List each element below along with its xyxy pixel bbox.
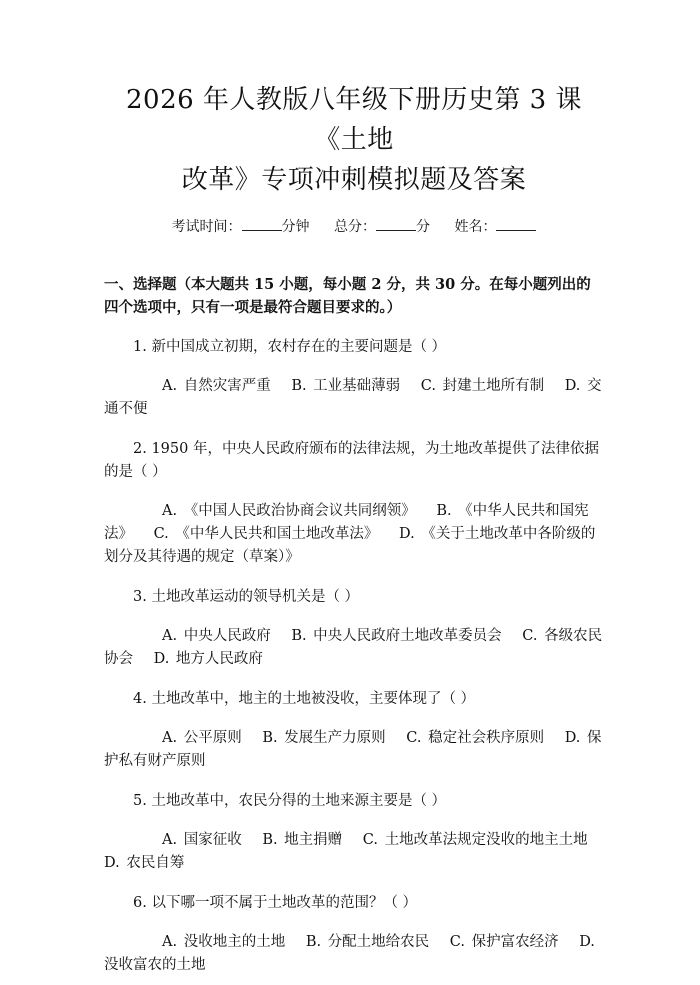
question-list [104, 336, 604, 977]
option-d: D. 地方人民政府 [153, 651, 263, 667]
option-b: B. 分配土地给农民 [305, 934, 430, 950]
option-a: A. 国家征收 [162, 832, 242, 848]
question-1 [104, 336, 604, 421]
option-a: A. 《中国人民政治协商会议共同纲领》 [162, 503, 416, 519]
option-d: D. 《关于土地改革中各阶级的划分及其待遇的规定（草案）》 [104, 526, 596, 565]
option-a: A. 中央人民政府 [162, 628, 271, 644]
exam-info-row [104, 216, 604, 238]
exam-time-field [172, 219, 314, 235]
option-b: B. 中央人民政府土地改革委员会 [291, 628, 502, 644]
option-d: D. 没收富农的土地 [104, 934, 595, 973]
option-c: C. 《中华人民共和国土地改革法》 [153, 526, 379, 542]
option-c: C. 封建土地所有制 [420, 378, 545, 394]
exam-time-label: 考试时间： [171, 219, 242, 235]
option-b: B. 《中华人民共和国宪法》 [104, 503, 589, 542]
option-b: B. 工业基础薄弱 [291, 378, 401, 394]
question-stem: 2. 1950 年，中央人民政府颁布的法律法规，为土地改革提供了法律依据的是（ ） [104, 441, 599, 480]
question-options [104, 727, 604, 773]
question-2 [104, 438, 604, 569]
question-stem: 4. 土地改革中，地主的土地被没收，主要体现了（ ） [133, 691, 476, 707]
question-stem: 3. 土地改革运动的领导机关是（ ） [133, 589, 360, 605]
question-stem: 1. 新中国成立初期，农村存在的主要问题是（ ） [133, 339, 447, 355]
question-3 [104, 586, 604, 671]
question-4 [104, 688, 604, 773]
page-title [104, 80, 604, 200]
option-c: C. 土地改革法规定没收的地主土地 [362, 832, 588, 848]
option-d: D. 保护私有财产原则 [104, 730, 602, 769]
question-stem: 5. 土地改革中，农民分得的土地来源主要是（ ） [133, 793, 447, 809]
total-score-label: 总分： [334, 219, 376, 235]
total-score-unit: 分 [416, 219, 430, 235]
question-5 [104, 790, 604, 875]
question-options [104, 829, 604, 875]
option-a: A. 自然灾害严重 [162, 378, 271, 394]
question-options [104, 931, 604, 977]
question-options [104, 625, 604, 671]
section-heading: 一、选择题（本大题共 15 小题，每小题 2 分，共 30 分。在每小题列出的四个选项中，只有一项是最符合题目要求的。） [104, 276, 591, 316]
title-line-1: 2026 年人教版八年级下册历史第 3 课《土地 [125, 85, 582, 155]
total-score-blank [376, 218, 416, 231]
question-options [104, 500, 604, 569]
option-d: D. 交通不便 [104, 378, 602, 417]
option-a: A. 没收地主的土地 [162, 934, 286, 950]
option-c: C. 保护富农经济 [449, 934, 559, 950]
student-name-field [454, 219, 536, 235]
option-b: B. 地主捐赠 [262, 832, 343, 848]
exam-time-unit: 分钟 [281, 219, 310, 235]
option-a: A. 公平原则 [162, 730, 242, 746]
exam-page [0, 80, 700, 985]
option-c: C. 稳定社会秩序原则 [406, 730, 545, 746]
total-score-field [334, 219, 434, 235]
question-options [104, 375, 604, 421]
student-name-blank [496, 218, 536, 231]
question-stem: 6. 以下哪一项不属于土地改革的范围？（ ） [133, 895, 418, 911]
exam-time-blank [242, 218, 282, 231]
option-d: D. 农民自筹 [104, 855, 185, 871]
option-c: C. 各级农民协会 [104, 628, 603, 667]
option-b: B. 发展生产力原则 [262, 730, 386, 746]
title-line-2: 改革》专项冲刺模拟题及答案 [181, 165, 527, 195]
student-name-label: 姓名： [454, 219, 497, 235]
